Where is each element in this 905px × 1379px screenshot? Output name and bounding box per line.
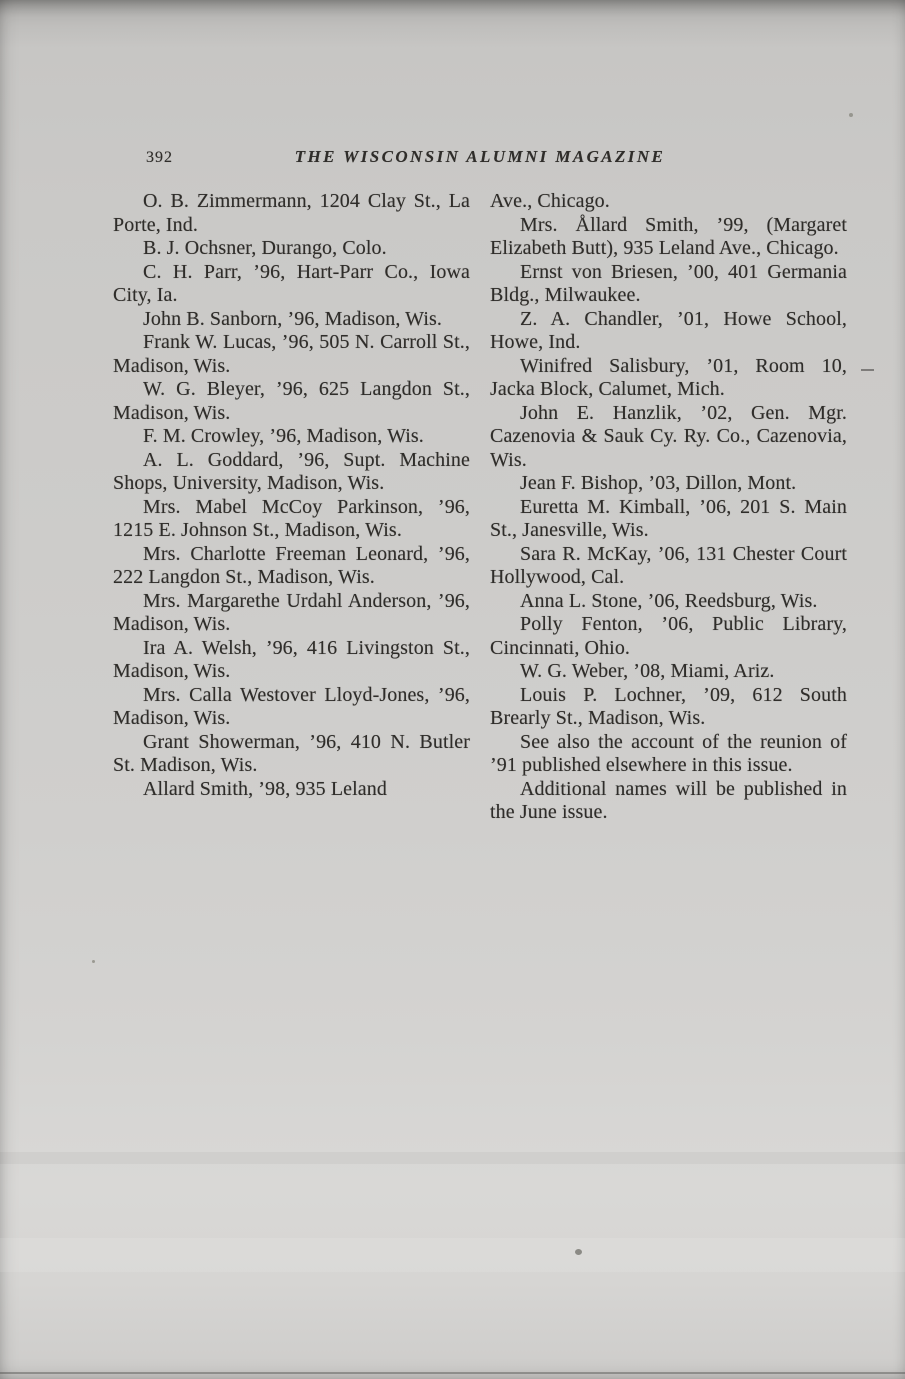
alumni-entry: Ira A. Welsh, ’96, 416 Livingston St., Madison, Wis. [113, 636, 470, 682]
entry-continuation: Ave., Chicago. [490, 190, 610, 212]
scan-bottom-edge [0, 1372, 905, 1374]
magazine-title: THE WISCONSIN ALUMNI MAGAZINE [294, 147, 666, 166]
right-column [490, 190, 847, 825]
scan-band [0, 1152, 905, 1164]
alumni-directory [113, 190, 847, 825]
page-header [113, 147, 847, 171]
alumni-entry: John E. Hanzlik, ’02, Gen. Mgr. Cazenovia & Sauk Cy. Ry. Co., Cazenovia, Wis. [490, 401, 847, 471]
alumni-entry: O. B. Zimmermann, 1204 Clay St., La Porte, Ind. [113, 190, 470, 236]
scan-speck [575, 1249, 582, 1255]
alumni-entry: Frank W. Lucas, ’96, 505 N. Carroll St., Madison, Wis. [113, 331, 470, 377]
alumni-entry: Additional names will be published in the June issue. [490, 777, 847, 823]
page-number: 392 [146, 149, 173, 166]
margin-dash-mark [861, 369, 874, 371]
alumni-entry: Mrs. Calla Westover Lloyd-Jones, ’96, Madison, Wis. [113, 683, 470, 729]
alumni-entry: A. L. Goddard, ’96, Supt. Machine Shops, University, Madison, Wis. [113, 448, 470, 494]
alumni-entry: Mrs. Ållard Smith, ’99, (Margaret Elizabeth Butt), 935 Leland Ave., Chicago. [490, 213, 847, 259]
scan-band [0, 1238, 905, 1272]
alumni-entry: Polly Fenton, ’06, Public Library, Cincinnati, Ohio. [490, 613, 847, 659]
scan-speck [92, 960, 95, 963]
alumni-entry: Grant Showerman, ’96, 410 N. Butler St. Madison, Wis. [113, 730, 470, 776]
alumni-entry: Anna L. Stone, ’06, Reedsburg, Wis. [520, 589, 818, 612]
alumni-entry: Jean F. Bishop, ’03, Dillon, Mont. [520, 472, 797, 494]
alumni-entry: W. G. Weber, ’08, Miami, Ariz. [520, 660, 775, 682]
left-column [113, 190, 470, 825]
alumni-entry: Sara R. McKay, ’06, 131 Chester Court Hollywood, Cal. [490, 542, 847, 588]
alumni-entry: C. H. Parr, ’96, Hart-Parr Co., Iowa City, Ia. [113, 260, 470, 306]
alumni-entry: See also the account of the reunion of ’91 published elsewhere in this issue. [490, 730, 847, 776]
alumni-entry: Mrs. Mabel McCoy Parkinson, ’96, 1215 E. Johnson St., Madison, Wis. [113, 495, 470, 541]
alumni-entry: Louis P. Lochner, ’09, 612 South Brearly St., Madison, Wis. [490, 683, 847, 729]
scan-speck [849, 113, 853, 117]
alumni-entry: B. J. Ochsner, Durango, Colo. [143, 237, 387, 259]
alumni-entry: John B. Sanborn, ’96, Madison, Wis. [143, 307, 442, 330]
alumni-entry: Ernst von Briesen, ’00, 401 Germania Bldg., Milwaukee. [490, 260, 847, 306]
alumni-entry: W. G. Bleyer, ’96, 625 Langdon St., Madison, Wis. [113, 378, 470, 424]
alumni-entry: Allard Smith, ’98, 935 Leland [143, 777, 387, 800]
alumni-entry: Mrs. Charlotte Freeman Leonard, ’96, 222 Langdon St., Madison, Wis. [113, 542, 470, 588]
alumni-entry: Z. A. Chandler, ’01, Howe School, Howe, Ind. [490, 307, 847, 353]
alumni-entry: F. M. Crowley, ’96, Madison, Wis. [143, 425, 424, 447]
alumni-entry: Mrs. Margarethe Urdahl Anderson, ’96, Madison, Wis. [113, 589, 470, 635]
alumni-entry: Winifred Salisbury, ’01, Room 10, Jacka Block, Calumet, Mich. [490, 354, 847, 400]
alumni-entry: Euretta M. Kimball, ’06, 201 S. Main St., Janesville, Wis. [490, 495, 847, 541]
